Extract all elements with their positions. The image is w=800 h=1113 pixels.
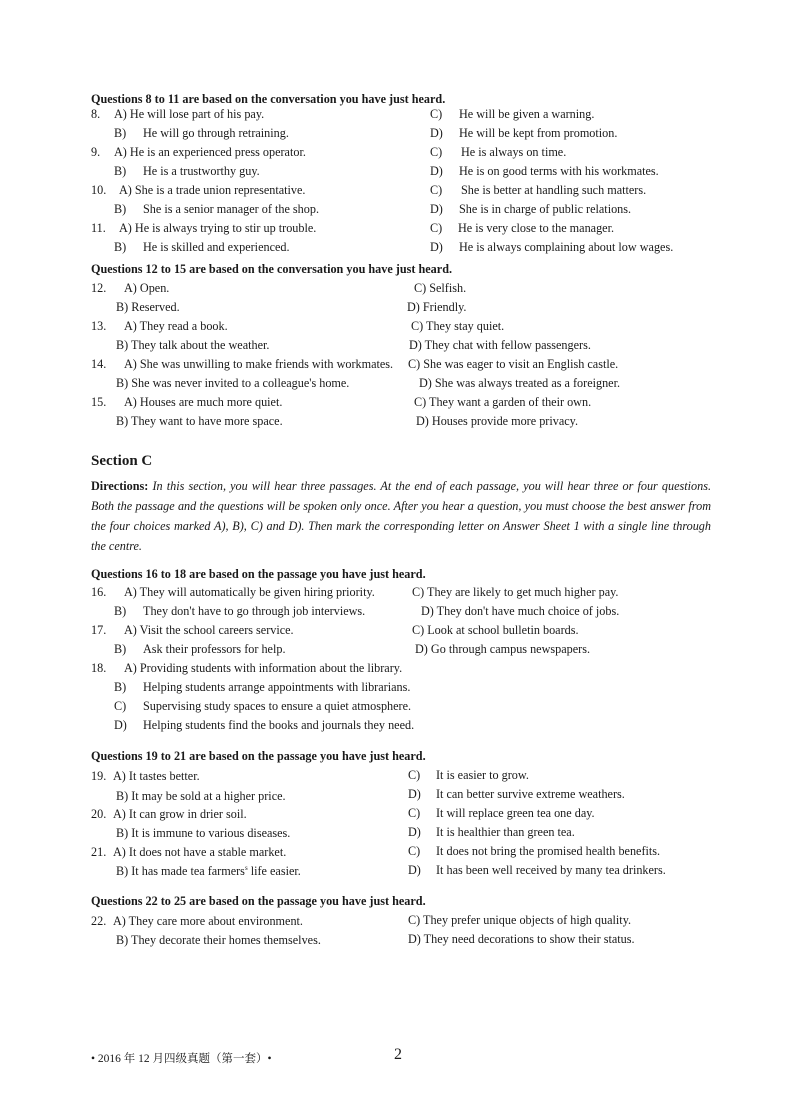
directions-text: In this section, you will hear three passages. At the end of each passage, you will hear three or four questions. Both the passage and the questions will be spoken only once. After you hear a question, you must choose the best answer from the four choices marked A), B), C) and D). Then mark the corresponding letter on Answer Sheet 1 with a single line through the centre. <box>91 479 711 553</box>
q-num: 16. <box>91 585 107 599</box>
option-c: It will replace green tea one day. <box>436 806 595 820</box>
option-c-letter: C) <box>408 806 421 820</box>
option-c: It is easier to grow. <box>436 768 529 782</box>
q-num: 15. <box>91 395 107 409</box>
footer-label: • 2016 年 12 月四级真题（第一套）• <box>91 1053 272 1065</box>
option-b-letter: B) <box>114 240 127 254</box>
option-a: A) He will lose part of his pay. <box>114 107 265 121</box>
option-b-letter: B) <box>114 680 127 694</box>
page-number: 2 <box>394 1046 402 1063</box>
option-a: A) Houses are much more quiet. <box>124 395 283 409</box>
option-c-letter: C) <box>430 183 443 197</box>
q-num: 8. <box>91 107 101 121</box>
option-a: A) It tastes better. <box>113 769 200 783</box>
option-c: C) They want a garden of their own. <box>414 395 592 409</box>
directions-label: Directions: <box>91 479 149 493</box>
option-a: A) She was unwilling to make friends with workmates. <box>124 357 394 371</box>
option-b: B) They talk about the weather. <box>116 338 270 352</box>
option-c: He is always on time. <box>461 145 567 159</box>
option-c-letter: C) <box>114 699 127 713</box>
option-d: He will be kept from promotion. <box>459 126 618 140</box>
option-a: A) She is a trade union representative. <box>119 183 306 197</box>
q-num: 21. <box>91 845 107 859</box>
q-num: 13. <box>91 319 107 333</box>
option-b: B) Reserved. <box>116 300 180 314</box>
option-b: He will go through retraining. <box>143 126 289 140</box>
option-b: She is a senior manager of the shop. <box>143 202 319 216</box>
heading-q22-25: Questions 22 to 25 are based on the passage you have just heard. <box>91 894 426 908</box>
option-d-letter: D) <box>408 825 421 839</box>
heading-q19-21: Questions 19 to 21 are based on the passage you have just heard. <box>91 749 426 763</box>
option-d-letter: D) <box>430 164 443 178</box>
option-d: D) They don't have much choice of jobs. <box>421 604 620 618</box>
option-b-letter: B) <box>114 164 127 178</box>
option-c: C) They are likely to get much higher pay. <box>412 585 619 599</box>
option-a: A) Visit the school careers service. <box>124 623 294 637</box>
option-b-text: B) It has made tea farmers <box>116 864 245 878</box>
option-b: Ask their professors for help. <box>143 642 286 656</box>
option-a: A) They care more about environment. <box>113 914 303 928</box>
option-c: C) Selfish. <box>414 281 467 295</box>
option-c-letter: C) <box>430 145 443 159</box>
option-a: A) It can grow in drier soil. <box>113 807 247 821</box>
option-c: He is very close to the manager. <box>458 221 615 235</box>
heading-q12-15: Questions 12 to 15 are based on the conversation you have just heard. <box>91 262 453 276</box>
option-d: D) Friendly. <box>407 300 467 314</box>
option-b: B) It is immune to various diseases. <box>116 826 291 840</box>
option-a: A) Providing students with information about the library. <box>124 661 403 675</box>
option-d: It can better survive extreme weathers. <box>436 787 625 801</box>
option-c-letter: C) <box>430 107 443 121</box>
option-d: He is on good terms with his workmates. <box>459 164 659 178</box>
q-num: 19. <box>91 769 107 783</box>
heading-q8-11: Questions 8 to 11 are based on the conversation you have just heard. <box>91 92 446 106</box>
option-c: It does not bring the promised health benefits. <box>436 844 661 858</box>
option-b-superscript: s <box>244 863 248 872</box>
q-num: 12. <box>91 281 107 295</box>
option-c: C) They stay quiet. <box>411 319 505 333</box>
option-c-letter: C) <box>408 844 421 858</box>
directions <box>91 476 711 556</box>
option-a: A) He is always trying to stir up trouble. <box>119 221 317 235</box>
option-b: B) It may be sold at a higher price. <box>116 789 286 803</box>
option-d-letter: D) <box>430 240 443 254</box>
option-b: Helping students arrange appointments with librarians. <box>143 680 411 694</box>
option-d: D) She was always treated as a foreigner. <box>419 376 621 390</box>
option-b-text-end: life easier. <box>247 864 301 878</box>
option-b: B) They decorate their homes themselves. <box>116 933 321 947</box>
option-c-letter: C) <box>430 221 443 235</box>
option-c: C) They prefer unique objects of high quality. <box>408 913 632 927</box>
option-b-letter: B) <box>114 202 127 216</box>
option-d-letter: D) <box>408 787 421 801</box>
option-b-letter: B) <box>114 126 127 140</box>
option-c: C) She was eager to visit an English castle. <box>408 357 619 371</box>
option-b-letter: B) <box>114 642 127 656</box>
option-d: He is always complaining about low wages. <box>459 240 674 254</box>
option-d-letter: D) <box>114 718 127 732</box>
q-num: 20. <box>91 807 107 821</box>
option-c-letter: C) <box>408 768 421 782</box>
q-num: 10. <box>91 183 107 197</box>
option-d: It is healthier than green tea. <box>436 825 575 839</box>
option-d-letter: D) <box>430 202 443 216</box>
option-a: A) They will automatically be given hiring priority. <box>124 585 375 599</box>
q-num: 17. <box>91 623 107 637</box>
option-b <box>116 864 301 879</box>
option-a: A) It does not have a stable market. <box>113 845 287 859</box>
option-d: Helping students find the books and journals they need. <box>143 718 415 732</box>
option-d: D) They need decorations to show their status. <box>408 932 635 946</box>
option-c: He will be given a warning. <box>459 107 595 121</box>
option-d: It has been well received by many tea drinkers. <box>436 863 666 877</box>
option-d: D) Go through campus newspapers. <box>415 642 590 656</box>
option-d-letter: D) <box>430 126 443 140</box>
option-b: B) She was never invited to a colleague's home. <box>116 376 350 390</box>
option-d: She is in charge of public relations. <box>459 202 632 216</box>
option-b: He is a trustworthy guy. <box>143 164 260 178</box>
option-a: A) He is an experienced press operator. <box>114 145 306 159</box>
option-c: She is better at handling such matters. <box>461 183 647 197</box>
option-a: A) They read a book. <box>124 319 228 333</box>
heading-q16-18: Questions 16 to 18 are based on the passage you have just heard. <box>91 567 426 581</box>
option-a: A) Open. <box>124 281 170 295</box>
section-title: Section C <box>91 453 153 469</box>
option-d: D) They chat with fellow passengers. <box>409 338 591 352</box>
q-num: 14. <box>91 357 107 371</box>
option-b: B) They want to have more space. <box>116 414 283 428</box>
option-d-letter: D) <box>408 863 421 877</box>
option-c: Supervising study spaces to ensure a quiet atmosphere. <box>143 699 412 713</box>
q-num: 9. <box>91 145 101 159</box>
option-b: They don't have to go through job interviews. <box>143 604 366 618</box>
option-c: C) Look at school bulletin boards. <box>412 623 579 637</box>
option-d: D) Houses provide more privacy. <box>416 414 579 428</box>
q-num: 22. <box>91 914 107 928</box>
q-num: 18. <box>91 661 107 675</box>
option-b: He is skilled and experienced. <box>143 240 290 254</box>
option-b-letter: B) <box>114 604 127 618</box>
q-num: 11. <box>91 221 106 235</box>
